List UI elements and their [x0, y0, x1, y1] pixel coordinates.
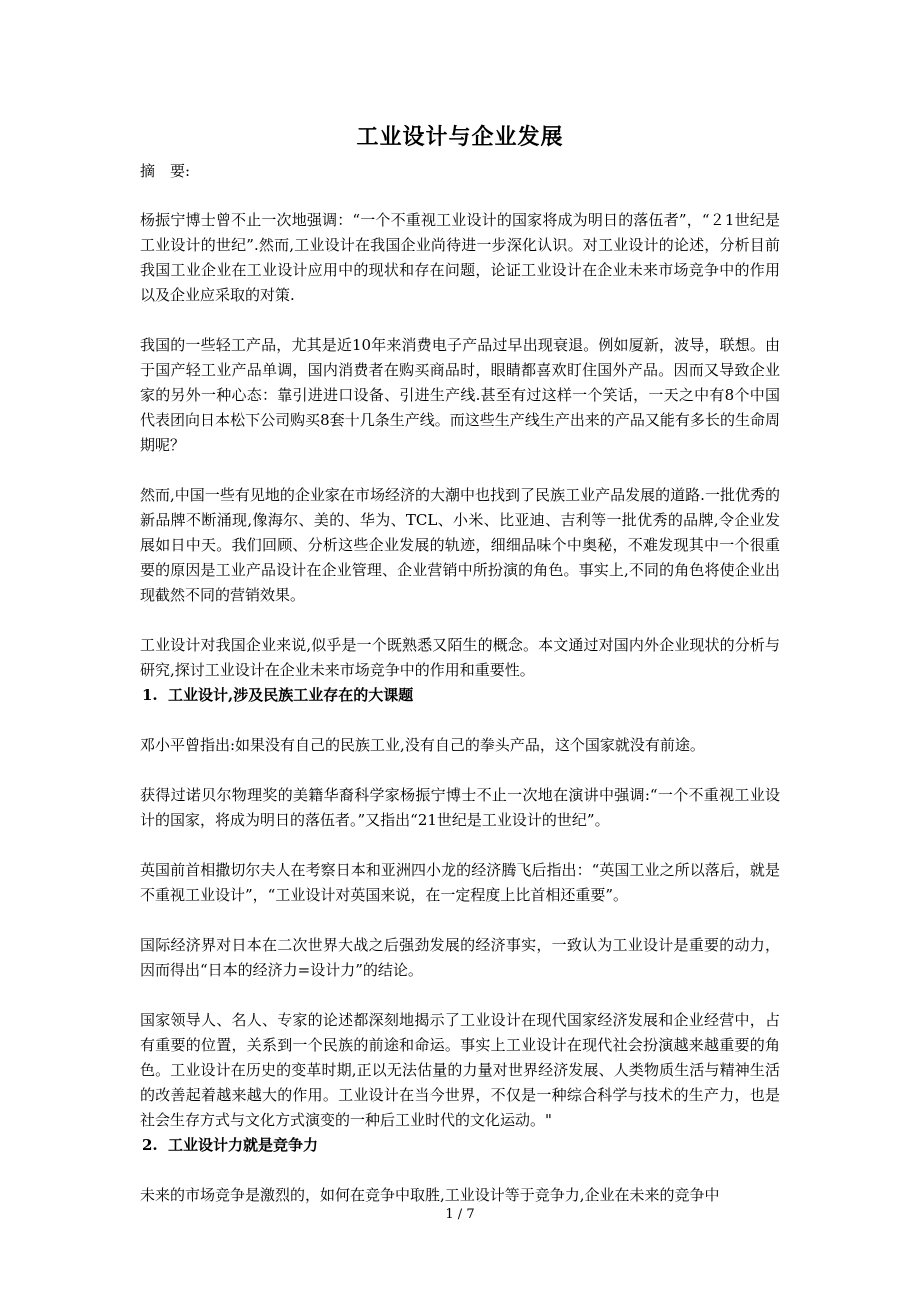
intro-paragraph: 工业设计对我国企业来说,似乎是一个既熟悉又陌生的概念。本文通过对国内外企业现状的分析与研究,探讨工业设计在企业未来市场竞争中的作用和重要性。	[140, 636, 780, 679]
section-1-number: 1.	[142, 686, 158, 704]
section-2-title: 工业设计力就是竞争力	[168, 1136, 319, 1154]
section-1-heading	[140, 683, 780, 708]
section-2-heading	[140, 1133, 780, 1158]
intro-paragraph: 杨振宁博士曾不止一次地强调：“一个不重视工业设计的国家将成为明日的落伍者”，“２1世纪是工业设计的世纪”.然而,工业设计在我国企业尚待进一步深化认识。对工业设计的论述，分析目前我国工业企业在工业设计应用中的现状和存在问题，论证工业设计在企业未来市场竞争中的作用以及企业应采取的对策.	[140, 211, 780, 304]
intro-paragraph: 然而,中国一些有见地的企业家在市场经济的大潮中也找到了民族工业产品发展的道路.一批优秀的新品牌不断涌现,像海尔、美的、华为、TCL、小米、比亚迪、吉利等一批优秀的品牌,令企业发展如日中天。我们回顾、分析这些企业发展的轨迹，细细品味个中奥秘，不难发现其中一个很重要的原因是工业产品设计在企业管理、企业营销中所扮演的角色。事实上,不同的角色将使企业出现截然不同的营销效果。	[140, 486, 780, 604]
section-1-title: 工业设计,涉及民族工业存在的大课题	[168, 686, 414, 704]
abstract-label: 摘 要:	[140, 162, 191, 180]
section-1-paragraph: 邓小平曾指出:如果没有自己的民族工业,没有自己的拳头产品，这个国家就没有前途。	[140, 736, 705, 754]
section-1-paragraph: 国际经济界对日本在二次世界大战之后强劲发展的经济事实，一致认为工业设计是重要的动力，因而得出“日本的经济力=设计力”的结论。	[140, 936, 780, 979]
intro-paragraph: 我国的一些轻工产品，尤其是近10年来消费电子产品过早出现衰退。例如厦新，波导，联想。由于国产轻工业产品单调，国内消费者在购买商品时，眼睛都喜欢盯住国外产品。因而又导致企业家的另外一种心态：靠引进进口设备、引进生产线.甚至有过这样一个笑话，一天之中有8个中国代表团向日本松下公司购买8套十几条生产线。而这些生产线生产出来的产品又能有多长的生命周期呢？	[140, 336, 780, 454]
intro-body	[140, 208, 780, 1208]
section-2-paragraph: 未来的市场竞争是激烈的，如何在竞争中取胜,工业设计等于竞争力,企业在未来的竞争中	[140, 1186, 720, 1204]
document-title: 工业设计与企业发展	[356, 124, 564, 150]
section-1-paragraph: 获得过诺贝尔物理奖的美籍华裔科学家杨振宁博士不止一次地在演讲中强调:“一个不重视工业设计的国家，将成为明日的落伍者。”又指出“21世纪是工业设计的世纪”。	[140, 786, 780, 829]
section-1-paragraph: 英国前首相撒切尔夫人在考察日本和亚洲四小龙的经济腾飞后指出：“英国工业之所以落后，就是不重视工业设计”，“工业设计对英国来说，在一定程度上比首相还重要”。	[140, 861, 780, 904]
section-1-paragraph: 国家领导人、名人、专家的论述都深刻地揭示了工业设计在现代国家经济发展和企业经营中，占有重要的位置，关系到一个民族的前途和命运。事实上工业设计在现代社会扮演越来越重要的角色。工业设计在历史的变革时期,正以无法估量的力量对世界经济发展、人类物质生活与精神生活的改善起着越来越大的作用。工业设计在当今世界，不仅是一种综合科学与技术的生产力，也是社会生存方式与文化方式演变的一种后工业时代的文化运动。"	[140, 1011, 780, 1129]
page-number: 1 / 7	[445, 1207, 475, 1222]
section-2-number: 2.	[142, 1136, 158, 1154]
